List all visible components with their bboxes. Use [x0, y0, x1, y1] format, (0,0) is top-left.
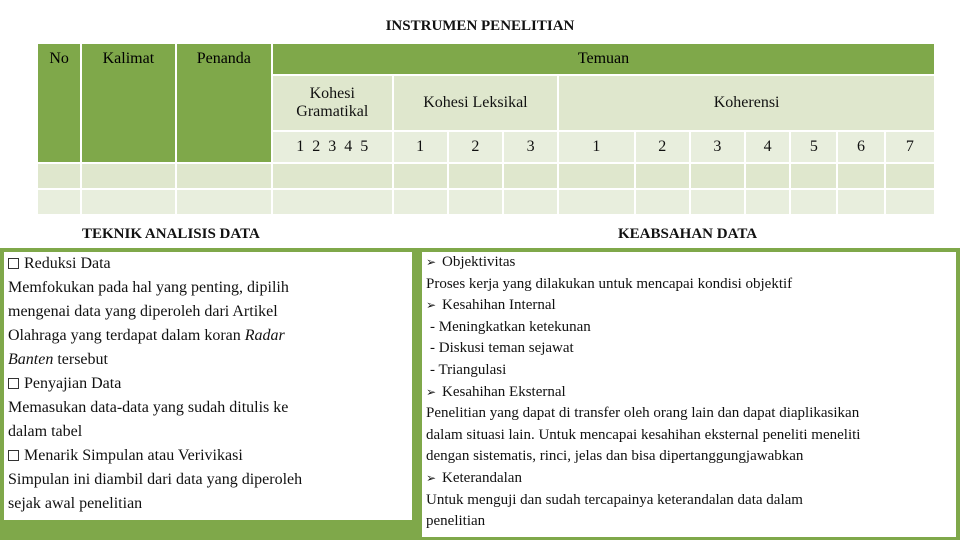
list-item: Menarik Simpulan atau Verivikasi [4, 444, 412, 468]
checkbox-bullet-icon [8, 450, 19, 461]
left-heading: TEKNIK ANALISIS DATA [82, 226, 260, 242]
col-kalimat-header: Kalimat [81, 43, 175, 163]
list-item: Reduksi Data [4, 252, 412, 276]
kohesi-gramatikal-header: Kohesi Gramatikal [272, 75, 393, 131]
arrow-bullet-icon: ➢ [426, 255, 437, 269]
leksikal-num: 1 [393, 131, 448, 163]
leksikal-num: 3 [503, 131, 558, 163]
arrow-bullet-icon: ➢ [426, 298, 437, 313]
checkbox-bullet-icon [8, 258, 19, 269]
col-penanda-header: Penanda [176, 43, 272, 163]
right-heading: KEABSAHAN DATA [618, 226, 758, 242]
validity-box: ➢ Objektivitas Proses kerja yang dilakukan untuk mencapai kondisi objektif ➢ Kesahihan Internal - Meningkatkan ketekunan - Diskusi teman sejawat - Triangulasi ➢ Kesahihan Eksternal Penelitian yang dapat di transfer oleh orang lain dan dapat diaplikasikan dalam situasi lain. Untuk mencapai kesahihan eksternal peneliti meneliti dengan sistematis, rinci, jelas dan bisa dipertanggungjawabkan ➢ Keterandalan Untuk menguji dan sudah tercapainya keterandalan data dalam penelitian [422, 252, 956, 537]
koherensi-num: 6 [837, 131, 884, 163]
gramatikal-numbers: 1 2 3 4 5 [272, 131, 393, 163]
table-row [37, 163, 935, 189]
table-row [37, 189, 935, 215]
list-item: ➢ Keterandalan [422, 468, 956, 490]
leksikal-num: 2 [448, 131, 503, 163]
koherensi-num: 5 [790, 131, 837, 163]
koherensi-num: 3 [690, 131, 745, 163]
koherensi-num: 1 [558, 131, 634, 163]
list-item: ➢ Kesahihan Eksternal [422, 382, 956, 404]
page-title: INSTRUMEN PENELITIAN [385, 18, 575, 34]
instrument-table [36, 42, 936, 216]
koherensi-num: 7 [885, 131, 935, 163]
col-temuan-header: Temuan [272, 43, 935, 75]
checkbox-bullet-icon [8, 378, 19, 389]
list-item: Penyajian Data [4, 372, 412, 396]
col-no-header: No [37, 43, 81, 163]
analysis-box: Reduksi Data Memfokukan pada hal yang penting, dipilih mengenai data yang diperoleh dari Artikel Olahraga yang terdapat dalam koran Radar Banten tersebut Penyajian Data Memasukan data-data yang sudah ditulis ke dalam tabel Menarik Simpulan atau Verivikasi Simpulan ini diambil dari data yang diperoleh sejak awal penelitian [4, 252, 412, 520]
list-item: ➢ Kesahihan Internal [422, 295, 956, 317]
koherensi-header: Koherensi [558, 75, 935, 131]
arrow-bullet-icon: ➢ [426, 470, 437, 485]
arrow-bullet-icon: ➢ [426, 384, 437, 399]
koherensi-num: 4 [745, 131, 790, 163]
list-item: ➢ Objektivitas [422, 252, 956, 274]
koherensi-num: 2 [635, 131, 690, 163]
kohesi-leksikal-header: Kohesi Leksikal [393, 75, 559, 131]
